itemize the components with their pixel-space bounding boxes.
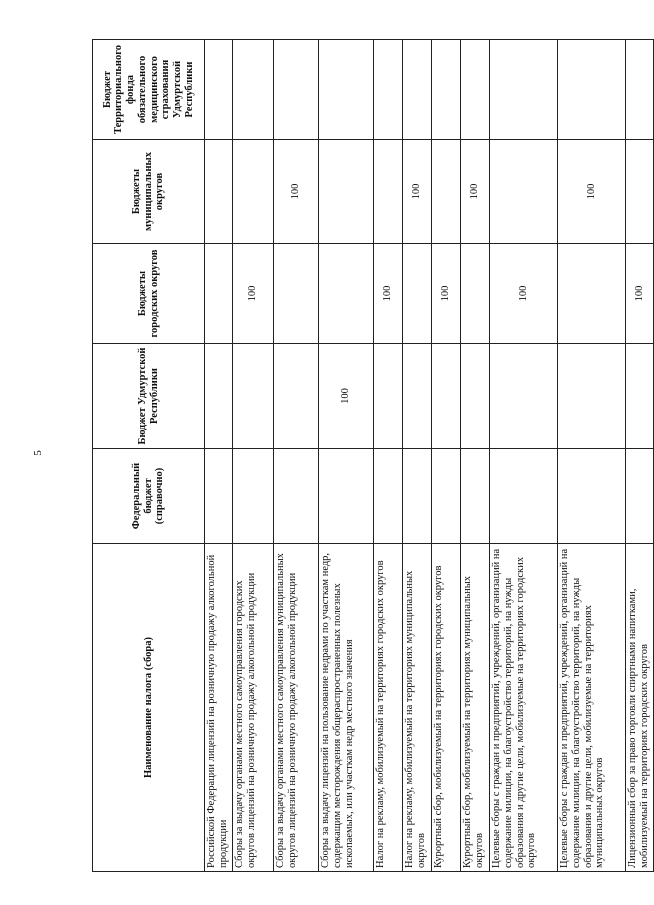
tax-name-cell: Налог на рекламу, мобилизуемый на территориях городских округов [374,544,403,872]
value-cell [319,449,374,544]
value-cell [233,344,274,449]
value-cell [490,449,558,544]
value-cell [403,244,432,344]
header-federal-budget: Федеральный бюджет (справочно) [93,449,205,544]
value-cell [558,344,626,449]
value-cell [233,40,274,140]
value-cell [432,140,461,244]
value-cell [461,449,490,544]
value-cell [274,40,319,140]
value-cell [374,344,403,449]
header-republic-budget: Бюджет Удмуртской Республики [93,344,205,449]
value-cell [558,449,626,544]
tax-name-cell: Целевые сборы с граждан и предприятий, учреждений, организаций на содержание милиции, на благоустройство территорий, на нужды образования и другие цели, мобилизуемые на территориях муниципальных округов [558,544,626,872]
value-cell [432,449,461,544]
value-cell [205,449,233,544]
tax-distribution-table [92,39,654,872]
tax-name-cell: Сборы за выдачу органами местного самоуправления муниципальных округов лицензий на розничную продажу алкогольной продукции [274,544,319,872]
value-cell [274,344,319,449]
value-cell [374,40,403,140]
header-tax-name: Наименование налога (сбора) [93,544,205,872]
value-cell: 100 [461,140,490,244]
table-row [432,40,461,872]
value-cell [374,140,403,244]
table-row [319,40,374,872]
value-cell [319,244,374,344]
rotated-table-container [92,40,650,872]
header-medical-insurance-fund: Бюджет Территориального фонда обязательного медицинского страхования Удмуртской Республики [93,40,205,140]
value-cell [233,140,274,244]
tax-name-cell: Налог на рекламу, мобилизуемый на территориях муниципальных округов [403,544,432,872]
value-cell [403,40,432,140]
header-city-districts: Бюджеты городских округов [93,244,205,344]
value-cell: 100 [233,244,274,344]
value-cell [490,140,558,244]
page-number: 5 [32,450,44,456]
value-cell [205,140,233,244]
value-cell [626,449,654,544]
table-row [490,40,558,872]
table-row [233,40,274,872]
value-cell [558,244,626,344]
tax-name-cell: Сборы за выдачу лицензий на пользование недрами по участкам недр, содержащим месторождения общераспространенных полезных ископаемых, или участкам недр местного значения [319,544,374,872]
tax-name-cell: Сборы за выдачу органами местного самоуправления городских округов лицензий на розничную продажу алкогольной продукции [233,544,274,872]
value-cell [374,449,403,544]
value-cell [403,344,432,449]
value-cell [205,244,233,344]
value-cell [319,140,374,244]
tax-name-cell: Курортный сбор, мобилизуемый на территориях муниципальных округов [461,544,490,872]
table-row [461,40,490,872]
value-cell [432,344,461,449]
tax-name-cell: Целевые сборы с граждан и предприятий, учреждений, организаций на содержание милиции, на благоустройство территорий, на нужды образования и другие цели, мобилизуемые на территориях городских округов [490,544,558,872]
value-cell [461,244,490,344]
value-cell [490,40,558,140]
value-cell [626,40,654,140]
value-cell [233,449,274,544]
value-cell [205,40,233,140]
value-cell: 100 [274,140,319,244]
table-row [626,40,654,872]
value-cell [626,140,654,244]
table-row [205,40,233,872]
table-row [558,40,626,872]
value-cell [205,344,233,449]
value-cell [461,40,490,140]
tax-name-cell: Российской Федерации лицензий на розничную продажу алкогольной продукции [205,544,233,872]
value-cell [274,244,319,344]
rotated-table [92,40,650,872]
value-cell: 100 [558,140,626,244]
value-cell [490,344,558,449]
value-cell: 100 [319,344,374,449]
value-cell [319,40,374,140]
value-cell: 100 [490,244,558,344]
value-cell [274,449,319,544]
tax-name-cell: Курортный сбор, мобилизуемый на территориях городских округов [432,544,461,872]
header-municipal-districts: Бюджеты муниципальных округов [93,140,205,244]
value-cell [558,40,626,140]
value-cell: 100 [432,244,461,344]
header-row [93,40,205,872]
value-cell [432,40,461,140]
value-cell [461,344,490,449]
table-row [374,40,403,872]
value-cell: 100 [374,244,403,344]
value-cell: 100 [403,140,432,244]
tax-name-cell: Лицензионный сбор за право торговли спиртными напитками, мобилизуемый на территориях городских округов [626,544,654,872]
value-cell [403,449,432,544]
table-row [274,40,319,872]
value-cell [626,344,654,449]
table-row [403,40,432,872]
value-cell: 100 [626,244,654,344]
